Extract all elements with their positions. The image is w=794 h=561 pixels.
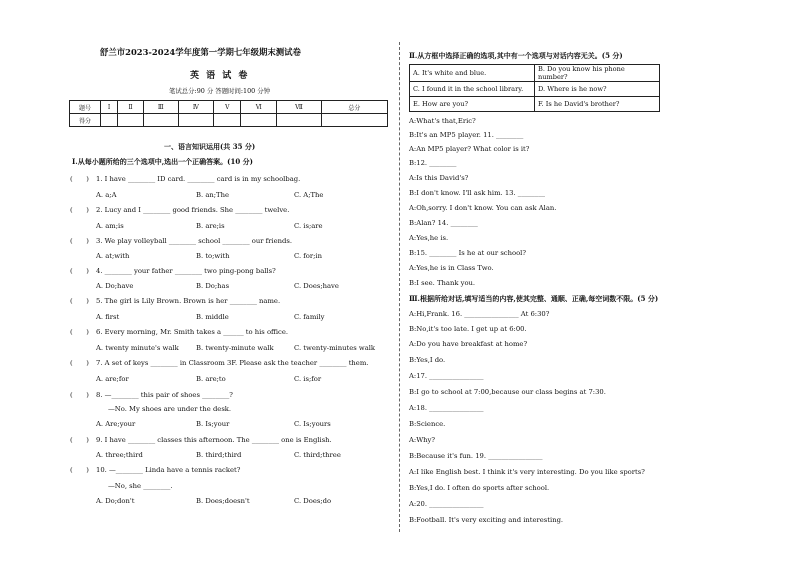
- option-a[interactable]: A. at;with: [96, 252, 130, 260]
- option-box-item: C. I found it in the school library.: [410, 82, 535, 97]
- question-paren[interactable]: ( ): [70, 436, 89, 444]
- score-cell: Ⅵ: [241, 101, 277, 114]
- question-stem: 6. Every morning, Mr. Smith takes a ______ to his office.: [96, 328, 289, 336]
- option-b[interactable]: B. middle: [196, 313, 229, 321]
- dialogue-line[interactable]: B:Alan? 14. ________: [409, 219, 478, 227]
- option-box-item: B. Do you know his phone number?: [535, 65, 660, 82]
- dialogue-line[interactable]: A:17. ________________: [409, 372, 484, 380]
- question-stem: 3. We play volleyball ________ school ________ our friends.: [96, 237, 292, 245]
- question-paren[interactable]: ( ): [70, 206, 89, 214]
- option-c[interactable]: C. Is;yours: [294, 420, 331, 428]
- score-cell: 得分: [70, 114, 101, 127]
- dialogue-line: A:Yes,he is in Class Two.: [409, 264, 494, 272]
- dialogue-line[interactable]: B:12. ________: [409, 159, 457, 167]
- dialogue-line: A:An MP5 player? What color is it?: [409, 145, 530, 153]
- question-stem: 1. I have ________ ID card. ________ card is in my schoolbag.: [96, 175, 301, 183]
- option-b[interactable]: B. an;The: [196, 191, 229, 199]
- option-c[interactable]: C. Does;have: [294, 282, 339, 290]
- option-c[interactable]: C. twenty-minutes walk: [294, 344, 376, 352]
- dialogue-line: B:Yes,I do.: [409, 356, 446, 364]
- dialogue-line: A:Do you have breakfast at home?: [409, 340, 528, 348]
- score-cell: 题号: [70, 101, 101, 114]
- option-a[interactable]: A. am;is: [96, 222, 124, 230]
- score-table-score-row: [70, 114, 388, 127]
- dialogue-line: B:Football. It's very exciting and interesting.: [409, 516, 564, 524]
- option-c[interactable]: C. family: [294, 313, 325, 321]
- dialogue-line[interactable]: A:18. ________________: [409, 404, 484, 412]
- column-divider: [399, 42, 400, 532]
- question-paren[interactable]: ( ): [70, 466, 89, 474]
- part2-title: Ⅱ.从方框中选择正确的选项,其中有一个选项与对话内容无关。(5 分): [409, 51, 623, 60]
- dialogue-line[interactable]: B:It's an MP5 player. 11. ________: [409, 131, 524, 139]
- dialogue-line: A:Why?: [409, 436, 436, 444]
- dialogue-line: A:I like English best. I think it's very interesting. Do you like sports?: [409, 468, 645, 476]
- option-box-item: E. How are you?: [410, 97, 535, 112]
- score-input-cell[interactable]: [241, 114, 277, 127]
- option-b[interactable]: B. third;third: [196, 451, 242, 459]
- dialogue-line: B:I see. Thank you.: [409, 279, 476, 287]
- question-stem: 4. ________ your father ________ two ping-pong balls?: [96, 267, 276, 275]
- dialogue-line[interactable]: B:15. ________ Is he at our school?: [409, 249, 526, 257]
- question-paren[interactable]: ( ): [70, 359, 89, 367]
- score-input-cell[interactable]: [144, 114, 179, 127]
- score-input-cell[interactable]: [214, 114, 241, 127]
- score-cell: Ⅲ: [144, 101, 179, 114]
- option-b[interactable]: B. are;is: [196, 222, 225, 230]
- dialogue-line: B:No,it's too late. I get up at 6:00.: [409, 325, 527, 333]
- dialogue-line: A:What's that,Eric?: [409, 117, 476, 125]
- option-c[interactable]: C. A;The: [294, 191, 324, 199]
- options-box: [409, 64, 660, 112]
- question-paren[interactable]: ( ): [70, 175, 89, 183]
- score-cell: 总分: [321, 101, 387, 114]
- option-a[interactable]: A. first: [96, 313, 120, 321]
- dialogue-line[interactable]: A:20. ________________: [409, 500, 484, 508]
- question-paren[interactable]: ( ): [70, 297, 89, 305]
- option-b[interactable]: B. are;to: [196, 375, 226, 383]
- option-c[interactable]: C. third;three: [294, 451, 341, 459]
- dialogue-line: A:Is this David's?: [409, 174, 469, 182]
- score-cell: Ⅰ: [101, 101, 118, 114]
- question-stem: 8. —________ this pair of shoes ________?: [96, 391, 233, 399]
- option-box-item: D. Where is he now?: [535, 82, 660, 97]
- part1-title: Ⅰ.从每小题所给的三个选项中,选出一个正确答案。(10 分): [72, 157, 253, 166]
- dialogue-line[interactable]: B:Because it's fun. 19. ________________: [409, 452, 543, 460]
- score-input-cell[interactable]: [101, 114, 118, 127]
- option-b[interactable]: B. to;with: [196, 252, 230, 260]
- option-a[interactable]: A. are;for: [96, 375, 129, 383]
- option-a[interactable]: A. Do;don't: [96, 497, 135, 505]
- option-c[interactable]: C. Does;do: [294, 497, 332, 505]
- dialogue-line[interactable]: B:I don't know. I'll ask him. 13. ________: [409, 189, 545, 197]
- dialogue-line: A:Yes,he is.: [409, 234, 449, 242]
- option-box-item: A. It's white and blue.: [410, 65, 535, 82]
- option-b[interactable]: B. twenty-minute walk: [196, 344, 274, 352]
- score-input-cell[interactable]: [321, 114, 387, 127]
- part3-title: Ⅲ.根据所给对话,填写适当的内容,使其完整、通顺、正确,每空词数不限。(5 分): [409, 294, 659, 303]
- question-paren[interactable]: ( ): [70, 267, 89, 275]
- option-a[interactable]: A. Do;have: [96, 282, 134, 290]
- question-paren[interactable]: ( ): [70, 328, 89, 336]
- score-cell: Ⅱ: [118, 101, 144, 114]
- section-one-heading: 一、语言知识运用(共 35 分): [164, 142, 256, 151]
- option-b[interactable]: B. Do;has: [196, 282, 230, 290]
- question-extra-line: —No, she ________.: [108, 482, 173, 490]
- question-stem: 9. I have ________ classes this afternoon. The ________ one is English.: [96, 436, 332, 444]
- score-input-cell[interactable]: [178, 114, 214, 127]
- dialogue-line: A:Oh,sorry. I don't know. You can ask Alan.: [409, 204, 557, 212]
- score-cell: Ⅴ: [214, 101, 241, 114]
- option-c[interactable]: C. is;are: [294, 222, 323, 230]
- question-paren[interactable]: ( ): [70, 391, 89, 399]
- question-stem: 5. The girl is Lily Brown. Brown is her ________ name.: [96, 297, 281, 305]
- dialogue-line: B:Science.: [409, 420, 446, 428]
- score-cell: Ⅶ: [277, 101, 322, 114]
- question-extra-line: —No. My shoes are under the desk.: [108, 405, 232, 413]
- dialogue-line: B:I go to school at 7:00,because our class begins at 7:30.: [409, 388, 606, 396]
- option-a[interactable]: A. three;third: [96, 451, 143, 459]
- option-box-item: F. Is he David's brother?: [535, 97, 660, 112]
- dialogue-line: B:Yes,I do. I often do sports after school.: [409, 484, 550, 492]
- option-a[interactable]: A. twenty minute's walk: [96, 344, 179, 352]
- score-table: [69, 100, 388, 127]
- option-c[interactable]: C. is;for: [294, 375, 322, 383]
- option-b[interactable]: B. Is;your: [196, 420, 230, 428]
- exam-title: 舒兰市2023-2024学年度第一学期七年级期末测试卷: [100, 47, 301, 57]
- option-b[interactable]: B. Does;doesn't: [196, 497, 250, 505]
- score-input-cell[interactable]: [277, 114, 322, 127]
- option-a[interactable]: A. a;A: [96, 191, 117, 199]
- subject-title: 英 语 试 卷: [190, 71, 250, 81]
- score-cell: Ⅳ: [178, 101, 214, 114]
- option-c[interactable]: C. for;in: [294, 252, 322, 260]
- question-stem: 2. Lucy and I ________ good friends. She ________ twelve.: [96, 206, 290, 214]
- dialogue-line[interactable]: A:Hi,Frank. 16. ________________ At 6:30?: [409, 310, 550, 318]
- question-stem: 7. A set of keys ________ in Classroom 3F. Please ask the teacher ________ them.: [96, 359, 369, 367]
- score-input-cell[interactable]: [118, 114, 144, 127]
- question-paren[interactable]: ( ): [70, 237, 89, 245]
- question-stem: 10. —________ Linda have a tennis racket?: [96, 466, 241, 474]
- exam-info: 笔试总分:90 分 答题时间:100 分钟: [169, 87, 271, 95]
- option-a[interactable]: A. Are;your: [96, 420, 136, 428]
- score-table-header-row: [70, 101, 388, 114]
